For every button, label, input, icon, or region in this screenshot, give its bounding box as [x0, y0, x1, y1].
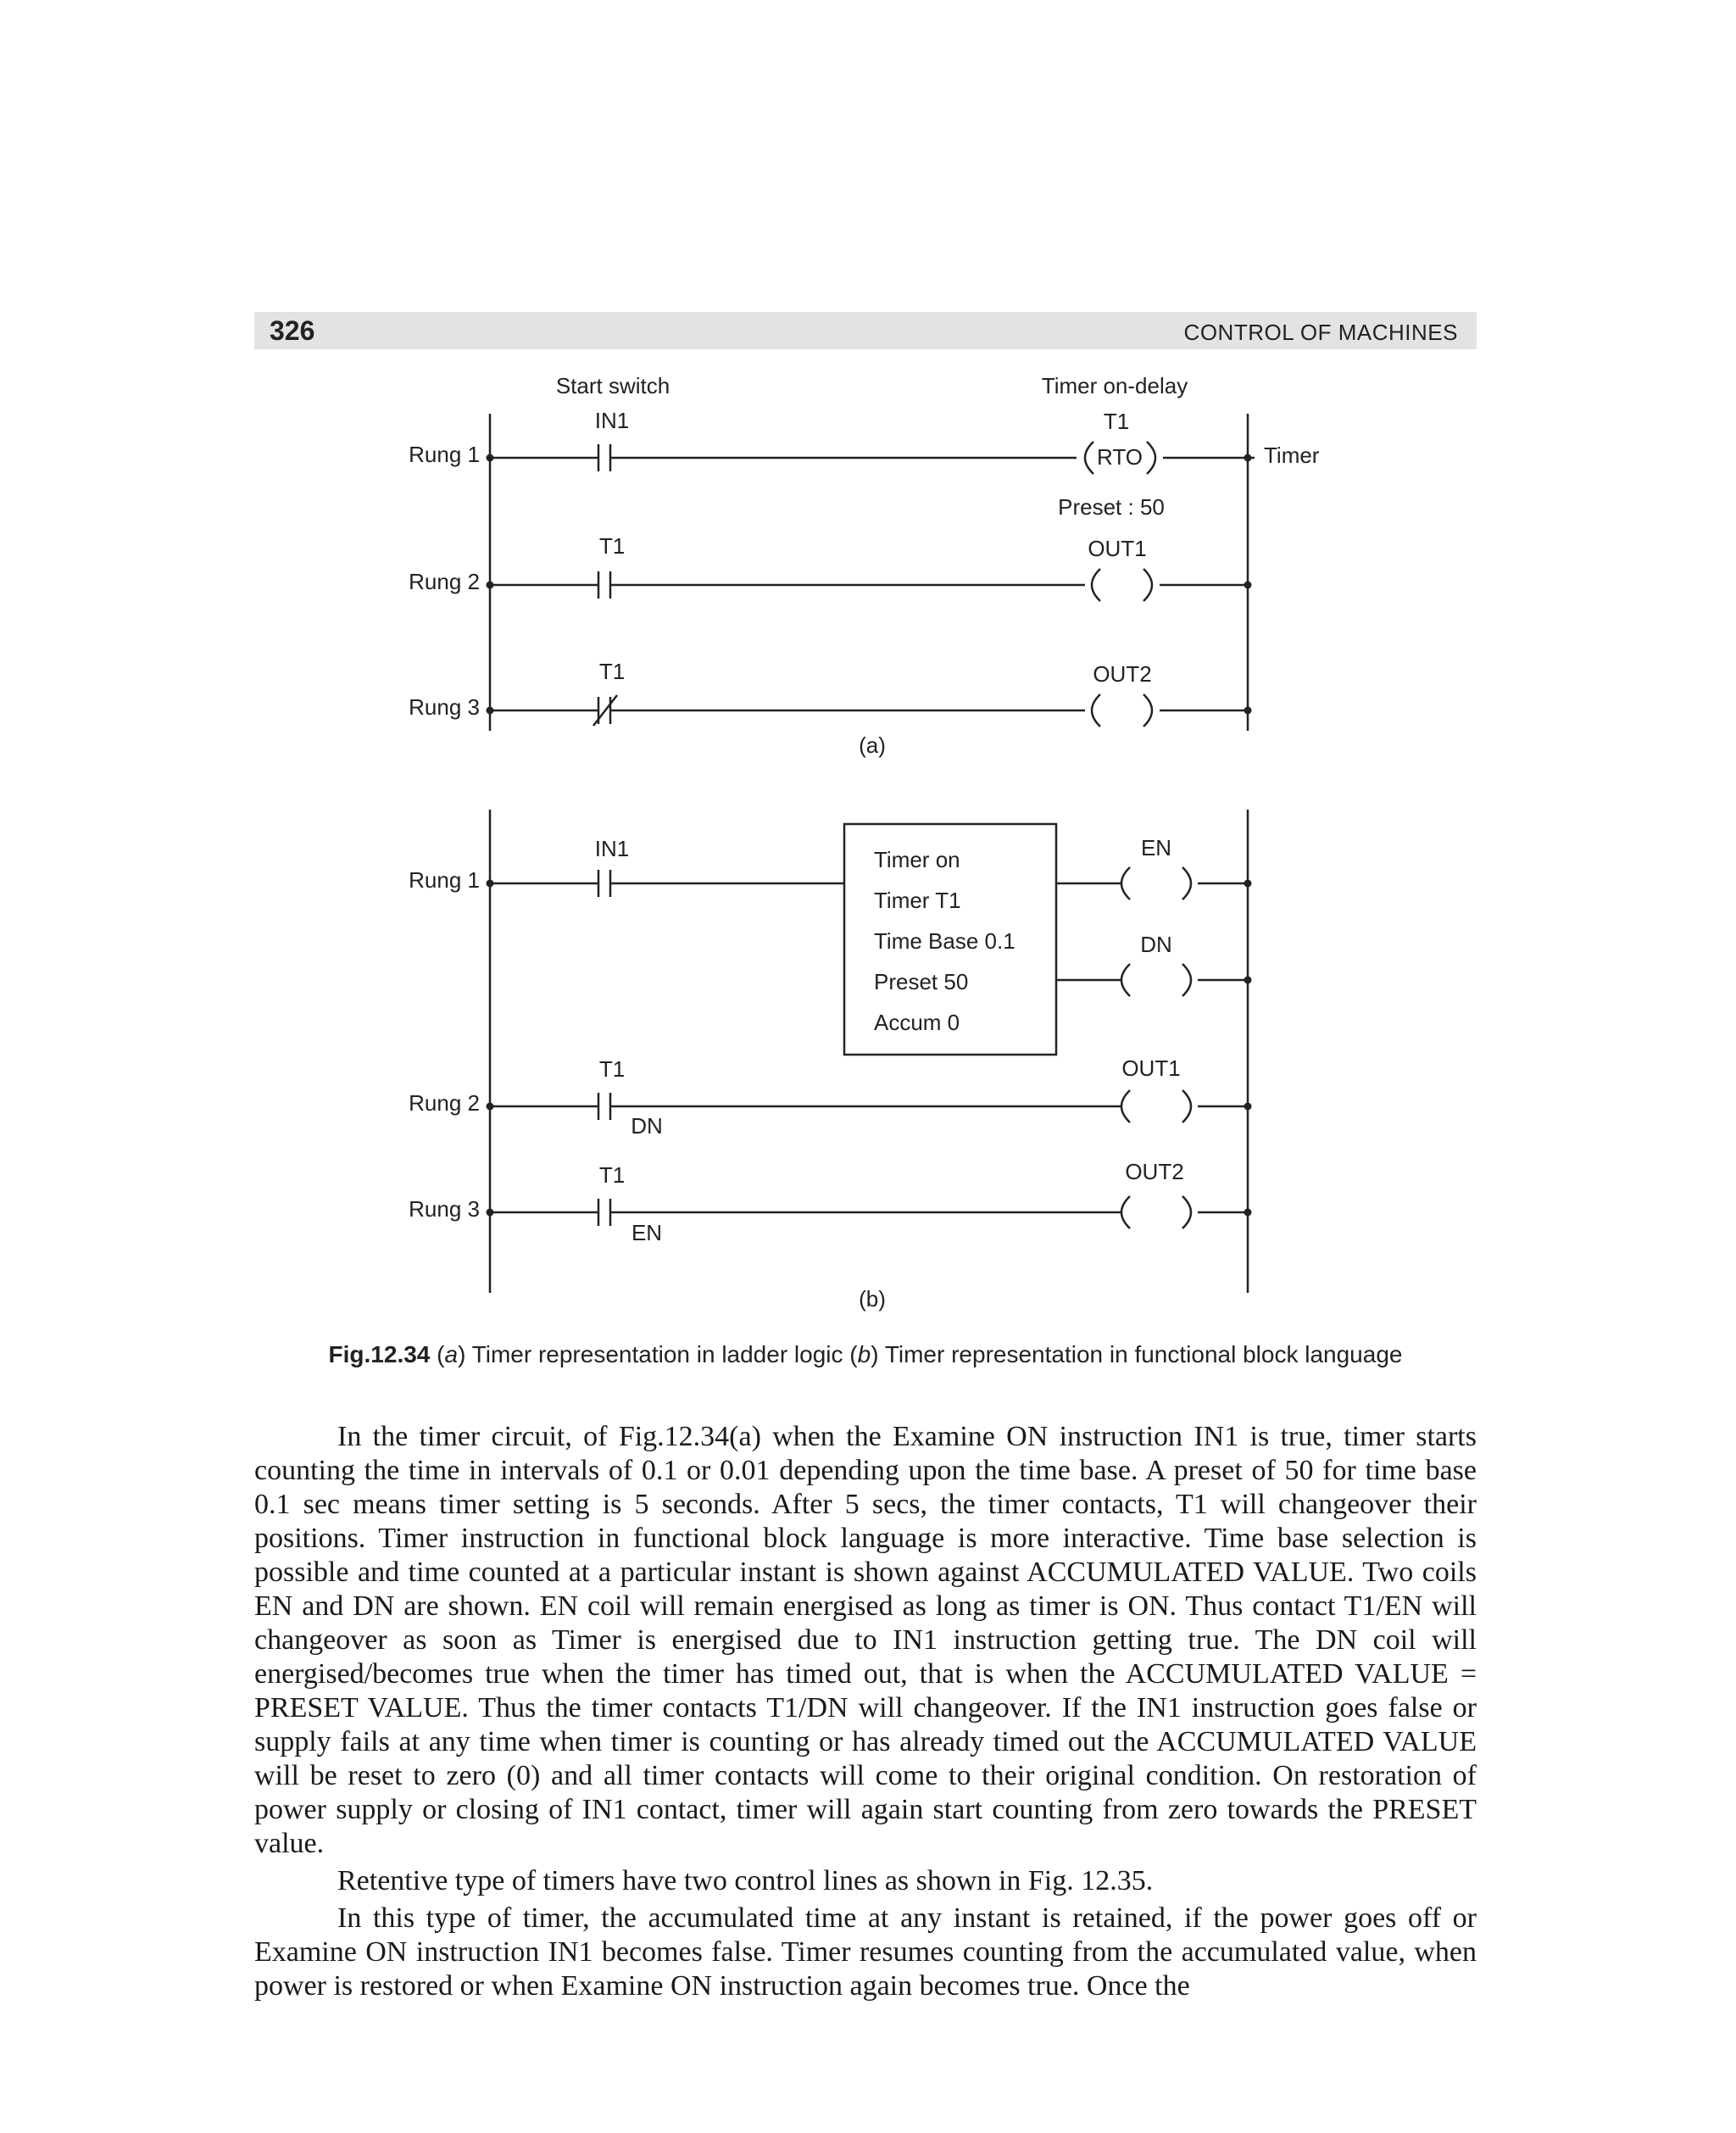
fig-b-rung-1-label: Rung 1	[409, 867, 480, 893]
fig-a-timer-on-delay-label: Timer on-delay	[1041, 373, 1188, 398]
figure-b-lines	[490, 810, 1248, 1293]
fig-b-coil-dn	[1121, 964, 1130, 996]
caption-part-a: a	[444, 1341, 459, 1367]
fig-b-contact-t1-label: T1	[598, 1056, 626, 1082]
fig-b-coil-out1-label: OUT1	[1121, 1055, 1181, 1081]
caption-text-b: Timer representation in functional block language	[884, 1341, 1403, 1367]
fig-b-coil-out2-label: OUT2	[1125, 1159, 1184, 1184]
fig-b-coil-out1	[1121, 1090, 1130, 1122]
fig-a-coil-t1-label: T1	[1103, 409, 1130, 434]
fig-a-preset-label: Preset : 50	[1058, 494, 1165, 520]
body-text	[254, 1420, 1477, 2007]
fig-b-contact-en-sublabel: EN	[631, 1220, 663, 1245]
fig-b-block-line-5: Accum 0	[874, 1010, 960, 1035]
paragraph: Retentive type of timers have two control lines as shown in Fig. 12.35.	[337, 1865, 1154, 1896]
fig-b-coil-en	[1121, 867, 1130, 899]
fig-b-rung-2-label: Rung 2	[409, 1090, 480, 1116]
fig-b-contact-dn-sublabel: DN	[631, 1113, 663, 1139]
paragraph: In the timer circuit, of Fig.12.34(a) when the Examine ON instruction IN1 is true, timer starts counting the time in intervals of 0.1 or 0.01 depending upon the time base. A preset of 50 for time base 0.1 sec means timer setting is 5 seconds. After 5 secs, the timer contacts, T1 will changeover their positions. Timer instruction in functional block language is more interactive. Time base selection is possible and time counted at a particular instant is shown against ACCUMULATED VALUE. Two coils EN and DN are shown. EN coil will remain energised as long as timer is ON. Thus contact T1/EN will changeover as soon as Timer is energised due to IN1 instruction getting true. The DN coil will energised/becomes true when the timer has timed out, that is when the ACCUMULATED VALUE = PRESET VALUE. Thus the timer contacts T1/DN will changeover. If the IN1 instruction goes false or supply fails at any time when timer is counting or has already timed out the ACCUMULATED VALUE will be reset to zero (0) and all timer contacts will come to their original condition. On restoration of power supply or closing of IN1 contact, timer will again start counting from zero towards the PRESET value.	[254, 1421, 1477, 1859]
figure-caption: Fig.12.34 (a) Timer representation in ladder logic (b) Timer representation in functional block language	[328, 1341, 1403, 1367]
fig-a-coil-out2	[1092, 694, 1100, 727]
caption-part-b: b	[857, 1341, 871, 1367]
caption-fig-number: Fig.12.34	[328, 1341, 431, 1367]
fig-b-block-line-3: Time Base 0.1	[874, 928, 1015, 954]
fig-b-block-line-2: Timer T1	[874, 888, 961, 913]
fig-a-contact-t1-label: T1	[598, 533, 626, 559]
fig-a-rung-3-label: Rung 3	[409, 694, 480, 720]
caption-text-a: Timer representation in ladder logic	[471, 1341, 843, 1367]
fig-a-out2-label: OUT2	[1093, 661, 1152, 687]
fig-a-sublabel: (a)	[859, 732, 886, 758]
fig-b-contact-in1-label: IN1	[594, 836, 630, 861]
page-number: 326	[270, 315, 315, 346]
paragraph: In this type of timer, the accumulated time at any instant is retained, if the power goes off or Examine ON instruction IN1 becomes false. Timer resumes counting from the accumulated value, when power is restored or when Examine ON instruction again becomes true. Once the	[254, 1902, 1477, 2002]
fig-b-rung-3-label: Rung 3	[409, 1196, 480, 1222]
fig-a-rung-2-label: Rung 2	[409, 569, 480, 594]
fig-a-contact-in1-label: IN1	[594, 408, 630, 433]
running-head: CONTROL OF MACHINES	[1183, 320, 1458, 345]
fig-b-contact-t1-label-2: T1	[598, 1162, 626, 1188]
fig-b-coil-out2	[1121, 1196, 1130, 1228]
fig-a-contact-t1-nc-label: T1	[598, 659, 626, 684]
fig-b-block-line-1: Timer on	[874, 847, 960, 872]
fig-a-coil-out1	[1092, 569, 1100, 601]
fig-b-coil-en-label: EN	[1140, 835, 1172, 860]
fig-b-block-line-4: Preset 50	[874, 969, 969, 994]
fig-a-timer-label: Timer	[1264, 443, 1320, 468]
fig-b-sublabel: (b)	[859, 1286, 886, 1312]
fig-a-start-switch-label: Start switch	[555, 373, 670, 398]
fig-a-out1-label: OUT1	[1088, 536, 1147, 561]
fig-a-coil-rto-text: RTO	[1097, 444, 1143, 470]
fig-a-rung-1-label: Rung 1	[409, 442, 480, 467]
fig-b-coil-dn-label: DN	[1140, 932, 1172, 957]
fig-a-coil-rto	[1085, 442, 1093, 474]
